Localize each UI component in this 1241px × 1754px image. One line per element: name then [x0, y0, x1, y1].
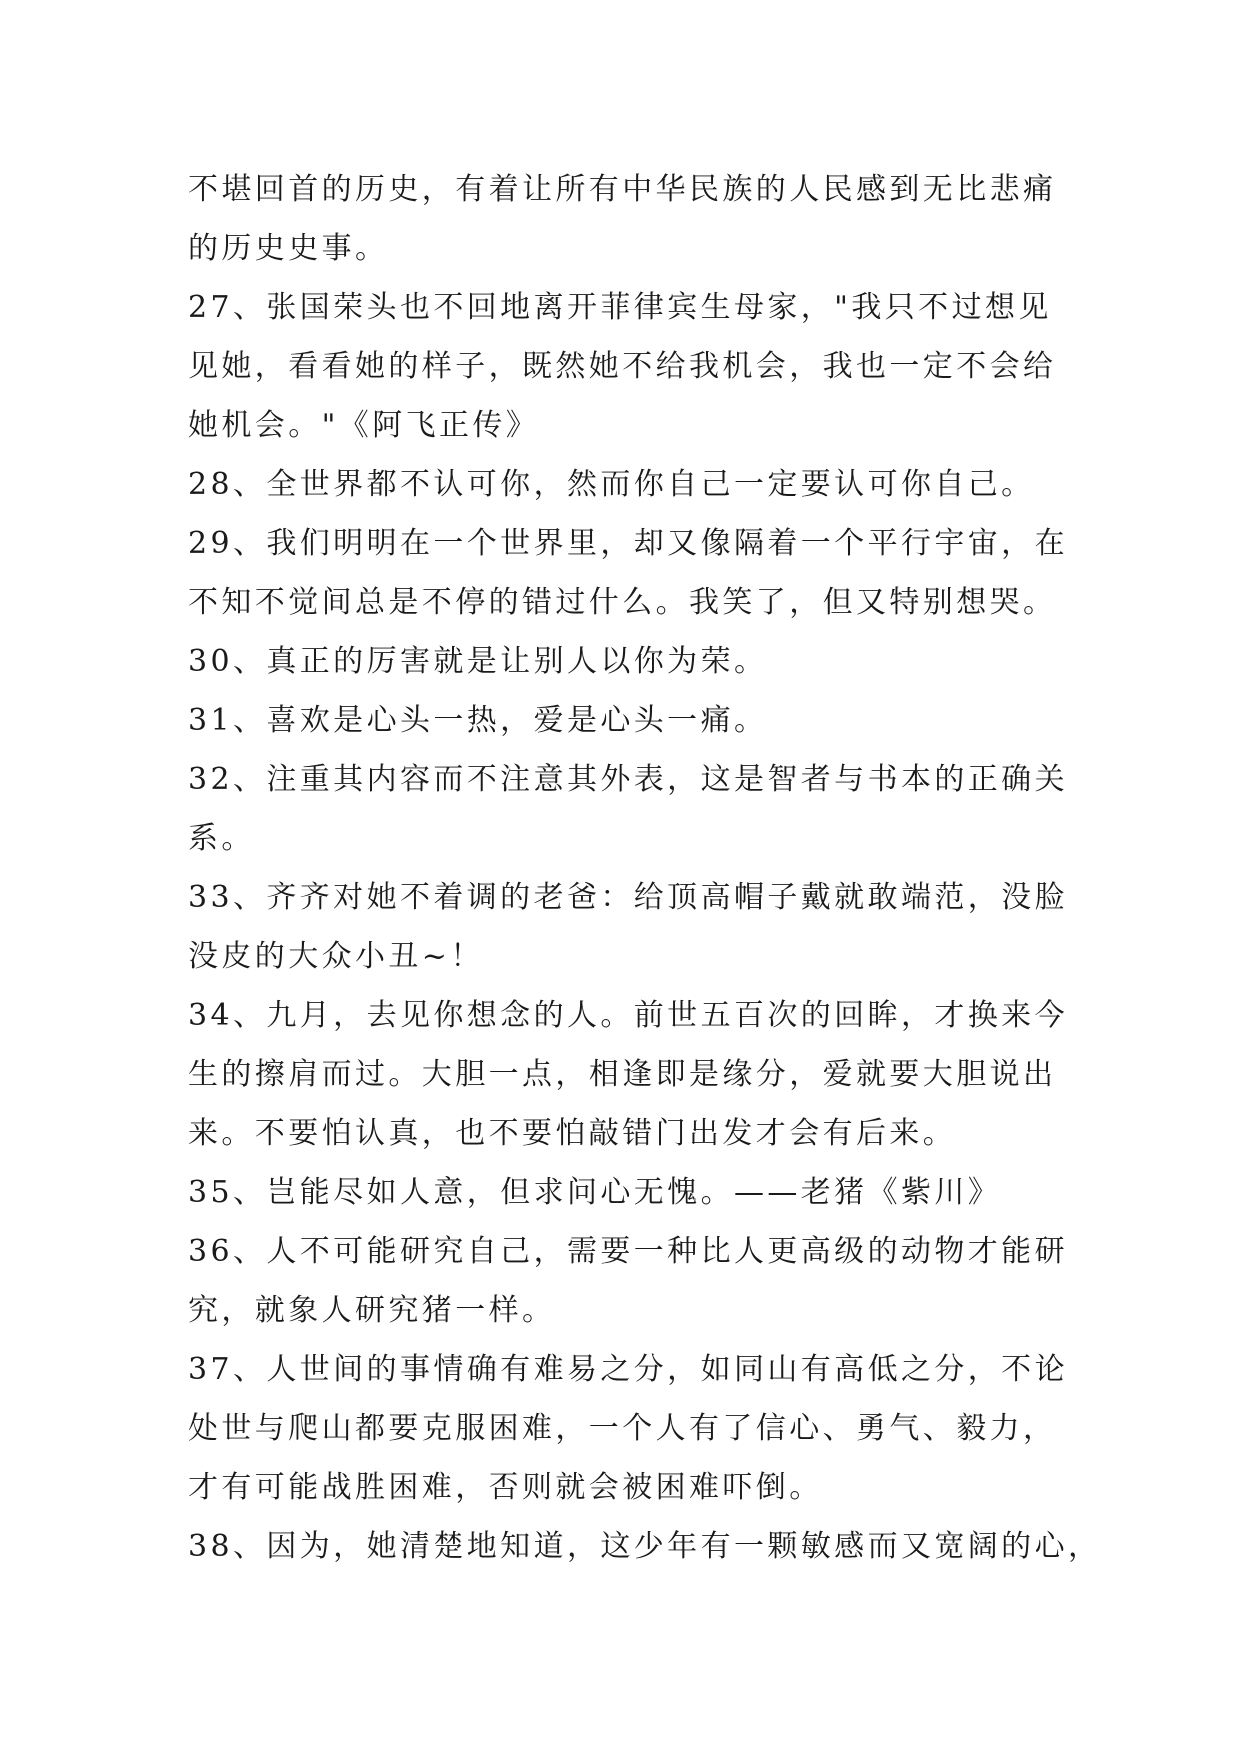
text-line: 29、我们明明在一个世界里，却又像隔着一个平行宇宙，在: [188, 526, 1068, 561]
text-line: 不堪回首的历史，有着让所有中华民族的人民感到无比悲痛: [188, 172, 1057, 207]
text-line: 的历史史事。: [188, 231, 389, 266]
text-line: 32、注重其内容而不注意其外表，这是智者与书本的正确关: [188, 762, 1068, 797]
text-line: 才有可能战胜困难，否则就会被困难吓倒。: [188, 1470, 823, 1505]
text-line: 34、九月，去见你想念的人。前世五百次的回眸，才换来今: [188, 998, 1068, 1033]
text-line: 见她，看看她的样子，既然她不给我机会，我也一定不会给: [188, 349, 1057, 384]
text-line: 究，就象人研究猪一样。: [188, 1293, 556, 1328]
text-line: 27、张国荣头也不回地离开菲律宾生母家，"我只不过想见: [188, 290, 1052, 325]
document-body: [188, 160, 1102, 1576]
text-line: 她机会。"《阿飞正传》: [188, 408, 540, 443]
text-line: 31、喜欢是心头一热，爱是心头一痛。: [188, 703, 768, 738]
text-line: 不知不觉间总是不停的错过什么。我笑了，但又特别想哭。: [188, 585, 1057, 620]
text-line: 没皮的大众小丑~！: [188, 939, 484, 974]
text-line: 28、全世界都不认可你，然而你自己一定要认可你自己。: [188, 467, 1035, 502]
text-line: 系。: [188, 821, 255, 856]
text-line: 35、岂能尽如人意，但求问心无愧。——老猪《紫川》: [188, 1175, 1002, 1210]
text-line: 38、因为，她清楚地知道，这少年有一颗敏感而又宽阔的心，: [188, 1529, 1102, 1564]
text-line: 生的擦肩而过。大胆一点，相逢即是缘分，爱就要大胆说出: [188, 1057, 1057, 1092]
text-line: 36、人不可能研究自己，需要一种比人更高级的动物才能研: [188, 1234, 1068, 1269]
text-line: 处世与爬山都要克服困难，一个人有了信心、勇气、毅力，: [188, 1411, 1057, 1446]
text-line: 37、人世间的事情确有难易之分，如同山有高低之分，不论: [188, 1352, 1068, 1387]
text-line: 33、齐齐对她不着调的老爸：给顶高帽子戴就敢端范，没脸: [188, 880, 1068, 915]
text-line: 来。不要怕认真，也不要怕敲错门出发才会有后来。: [188, 1116, 957, 1151]
text-line: 30、真正的厉害就是让别人以你为荣。: [188, 644, 768, 679]
